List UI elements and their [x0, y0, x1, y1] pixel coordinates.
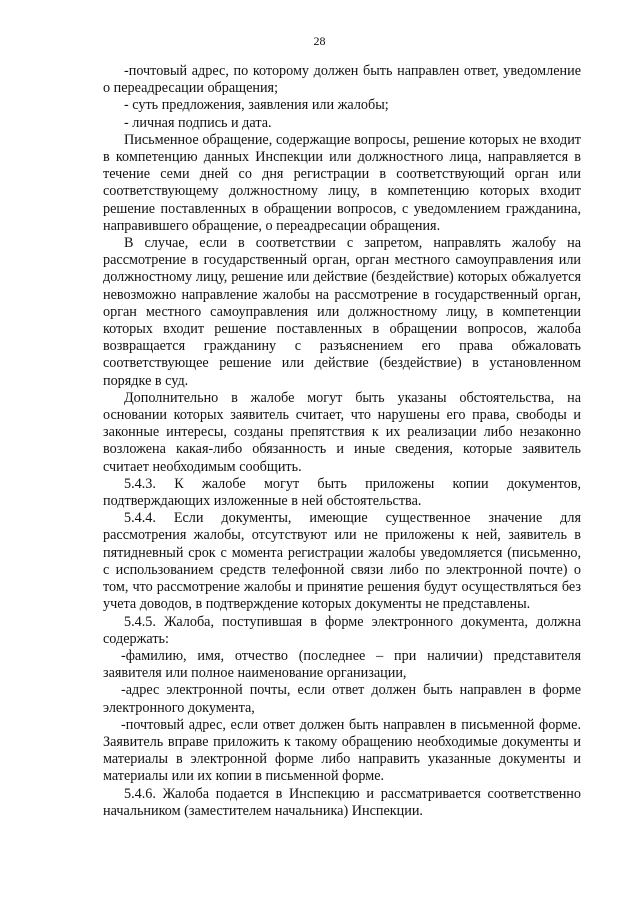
- paragraph-5-4-3: 5.4.3. К жалобе могут быть приложены копии документов, подтверждающих изложенные в ней обстоятельства.: [103, 475, 581, 510]
- paragraph-email-address: -адрес электронной почты, если ответ должен быть направлен в форме электронного документа,: [103, 682, 581, 716]
- page-number: 28: [313, 34, 326, 48]
- paragraph-written-appeal: Письменное обращение, содержащие вопросы, решение которых не входит в компетенцию данных Инспекции или должностного лица, направляется в течение семи дней со дня регистрации в соответствующий орган или соответствующему должностному лицу, в компетенцию которых входит решение поставленных в обращении вопросов, с уведомлением гражданина, направившего обращение, о переадресации обращения.: [103, 131, 581, 234]
- paragraph-additional-circumstances: Дополнительно в жалобе могут быть указаны обстоятельства, на основании которых заявитель считает, что нарушены его права, свободы и законные интересы, созданы препятствия к их реализации либо незаконно возложена какая-либо обязанность и иные сведения, которые заявитель считает необходимым сообщить.: [103, 389, 581, 475]
- paragraph-complaint-essence: - суть предложения, заявления или жалобы;: [124, 97, 389, 114]
- paragraph-postal-address: -почтовый адрес, по которому должен быть направлен ответ, уведомление о переадресации обращения;: [103, 63, 581, 97]
- paragraph-signature-date: - личная подпись и дата.: [124, 114, 272, 131]
- paragraph-full-name: -фамилию, имя, отчество (последнее – при наличии) представителя заявителя или полное наименование организации,: [103, 647, 581, 682]
- paragraph-prohibition-case: В случае, если в соответствии с запретом, направлять жалобу на рассмотрение в государственный орган, орган местного самоуправления или должностному лицу, решение или действие (бездействие) которых обжалуется невозможно направление жалобы на рассмотрение в государственный орган, орган местного самоуправления или должностному лицу, в компетенции которых входит решение поставленных в обращении вопросов, жалоба возвращается гражданину с разъяснением его права обжаловать соответствующее решение или действие (бездействие) в установленном порядке в суд.: [103, 235, 581, 389]
- paragraph-5-4-4: 5.4.4. Если документы, имеющие существенное значение для рассмотрения жалобы, отсутствуют или не приложены к ней, заявитель в пятидневный срок с момента регистрации жалобы уведомляется (письменно, с использованием средств телефонной связи либо по электронной почте) о том, что рассмотрение жалобы и принятие решения будут осуществляться без учета доводов, в подтверждение которых документы не представлены.: [103, 510, 581, 613]
- paragraph-postal-address-form: -почтовый адрес, если ответ должен быть направлен в письменной форме. Заявитель вправе приложить к такому обращению необходимые документы и материалы в электронной форме либо направить указанные документы и материалы или их копии в письменной форме.: [103, 716, 581, 785]
- paragraph-5-4-6: 5.4.6. Жалоба подается в Инспекцию и рассматривается соответственно начальником (заместителем начальника) Инспекции.: [103, 785, 581, 819]
- document-body: [103, 63, 581, 820]
- paragraph-5-4-5: 5.4.5. Жалоба, поступившая в форме электронного документа, должна содержать:: [103, 613, 581, 647]
